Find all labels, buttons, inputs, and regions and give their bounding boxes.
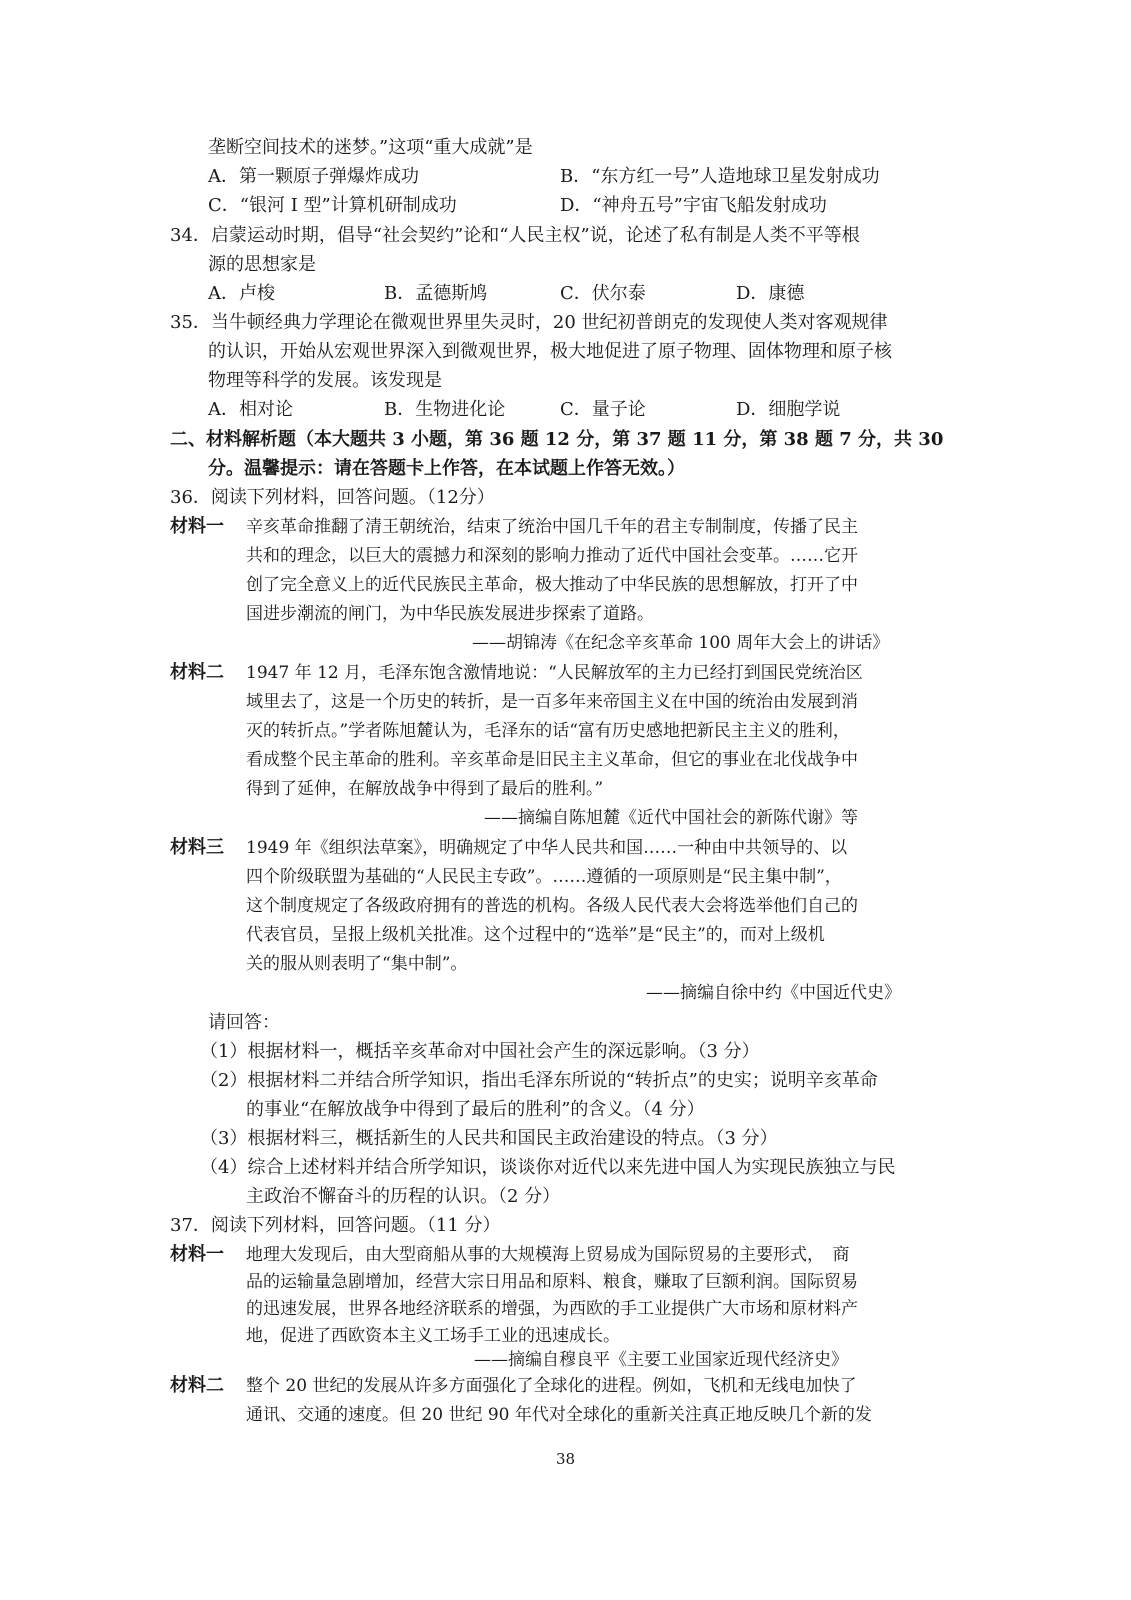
q35-option-a: A．相对论 (208, 399, 293, 420)
q36-material1-source: ——胡锦涛《在纪念辛亥革命 100 周年大会上的讲话》 (472, 633, 890, 653)
q33-option-b: B．“东方红一号”人造地球卫星发射成功 (560, 166, 880, 187)
q36-ask: 请回答： (208, 1012, 280, 1033)
q34-option-b: B．孟德斯鸠 (384, 283, 488, 304)
q36-material1-label: 材料一 (170, 516, 224, 537)
q34-stem-line2: 源的思想家是 (208, 254, 316, 275)
q35-stem-line3: 物理等科学的发展。该发现是 (208, 370, 442, 391)
q36-material1-line: 创了完全意义上的近代民族民主革命，极大推动了中华民族的思想解放，打开了中 (246, 575, 858, 595)
q36-material2-line: 看成整个民主革命的胜利。辛亥革命是旧民主主义革命，但它的事业在北伐战争中 (246, 750, 858, 770)
q36-material2-label: 材料二 (170, 662, 224, 683)
q37-title: 37．阅读下列材料，回答问题。（11 分） (170, 1215, 501, 1236)
q36-sub2-line2: 的事业“在解放战争中得到了最后的胜利”的含义。（4 分） (246, 1099, 705, 1120)
q34-stem-line1: 34．启蒙运动时期，倡导“社会契约”论和“人民主权”说，论述了私有制是人类不平等根 (170, 225, 860, 246)
q37-material1-line: 的迅速发展，世界各地经济联系的增强，为西欧的手工业提供广大市场和原材料产 (246, 1299, 858, 1319)
q36-sub4-line2: 主政治不懈奋斗的历程的认识。（2 分） (246, 1186, 561, 1207)
q36-material2-line: 得到了延伸，在解放战争中得到了最后的胜利。” (246, 779, 604, 799)
q36-sub4-line1: （4）综合上述材料并结合所学知识，谈谈你对近代以来先进中国人为实现民族独立与民 (200, 1157, 896, 1178)
q36-material3-line: 四个阶级联盟为基础的“人民民主专政”。……遵循的一项原则是“民主集中制”， (246, 867, 842, 887)
q35-option-c: C．量子论 (560, 399, 646, 420)
q37-material2-line: 整个 20 世纪的发展从许多方面强化了全球化的进程。例如，飞机和无线电加快了 (246, 1376, 857, 1396)
q36-sub2-line1: （2）根据材料二并结合所学知识，指出毛泽东所说的“转折点”的史实；说明辛亥革命 (200, 1070, 878, 1091)
q34-option-d: D．康德 (736, 283, 805, 304)
q36-material3-line: 代表官员，呈报上级机关批准。这个过程中的“选举”是“民主”的，而对上级机 (246, 925, 825, 945)
q36-title: 36．阅读下列材料，回答问题。（12分） (170, 487, 495, 508)
q36-material2-line: 1947 年 12 月，毛泽东饱含激情地说：“人民解放军的主力已经打到国民党统治区 (246, 663, 863, 683)
q34-option-a: A．卢梭 (208, 283, 275, 304)
q36-material1-line: 国进步潮流的闸门，为中华民族发展进步探索了道路。 (246, 604, 654, 624)
page-number: 38 (555, 1450, 576, 1468)
q36-sub1: （1）根据材料一，概括辛亥革命对中国社会产生的深远影响。（3 分） (200, 1041, 760, 1062)
q35-stem-line1: 35．当牛顿经典力学理论在微观世界里失灵时，20 世纪初普朗克的发现使人类对客观规律 (170, 312, 888, 333)
q37-material1-line: 品的运输量急剧增加，经营大宗日用品和原料、粮食，赚取了巨额利润。国际贸易 (246, 1272, 858, 1292)
q36-material2-line: 域里去了，这是一个历史的转折，是一百多年来帝国主义在中国的统治由发展到消 (246, 692, 858, 712)
q34-option-c: C．伏尔泰 (560, 283, 646, 304)
q37-material2-label: 材料二 (170, 1375, 224, 1396)
q36-material1-line: 辛亥革命推翻了清王朝统治，结束了统治中国几千年的君主专制制度，传播了民主 (246, 517, 858, 537)
q36-material3-source: ——摘编自徐中约《中国近代史》 (646, 983, 901, 1003)
q33-option-c: C．“银河 I 型”计算机研制成功 (208, 195, 457, 216)
q33-stem-end: 垄断空间技术的迷梦。”这项“重大成就”是 (208, 137, 533, 158)
q37-material1-line: 地理大发现后，由大型商船从事的大规模海上贸易成为国际贸易的主要形式， 商 (246, 1245, 850, 1265)
q37-material2-line: 通讯、交通的速度。但 20 世纪 90 年代对全球化的重新关注真正地反映几个新的发 (246, 1405, 872, 1425)
section2-heading-line1: 二、材料解析题（本大题共 3 小题，第 36 题 12 分，第 37 题 11 分，第 38 题 7 分，共 30 (170, 429, 944, 450)
section2-heading-line2: 分。温馨提示：请在答题卡上作答，在本试题上作答无效。） (208, 458, 685, 479)
q36-material3-line: 关的服从则表明了“集中制”。 (246, 954, 468, 974)
q33-option-d: D．“神舟五号”宇宙飞船发射成功 (560, 195, 827, 216)
q33-option-a: A．第一颗原子弹爆炸成功 (208, 166, 419, 187)
q37-material1-line: 地，促进了西欧资本主义工场手工业的迅速成长。 (246, 1326, 620, 1346)
q36-sub3: （3）根据材料三，概括新生的人民共和国民主政治建设的特点。（3 分） (200, 1128, 778, 1149)
q37-material1-label: 材料一 (170, 1244, 224, 1265)
q36-material3-line: 这个制度规定了各级政府拥有的普选的机构。各级人民代表大会将选举他们自己的 (246, 896, 858, 916)
q37-material1-source: ——摘编自穆良平《主要工业国家近现代经济史》 (474, 1350, 848, 1370)
q36-material1-line: 共和的理念，以巨大的震撼力和深刻的影响力推动了近代中国社会变革。……它开 (246, 546, 858, 566)
q36-material3-line: 1949 年《组织法草案》，明确规定了中华人民共和国……一种由中共领导的、以 (246, 838, 848, 858)
q36-material2-line: 灭的转折点。”学者陈旭麓认为，毛泽东的话“富有历史感地把新民主主义的胜利， (246, 721, 850, 741)
q36-material3-label: 材料三 (170, 837, 224, 858)
q35-option-b: B．生物进化论 (384, 399, 506, 420)
q36-material2-source: ——摘编自陈旭麓《近代中国社会的新陈代谢》等 (484, 808, 858, 828)
q35-stem-line2: 的认识，开始从宏观世界深入到微观世界，极大地促进了原子物理、固体物理和原子核 (208, 341, 892, 362)
q35-option-d: D．细胞学说 (736, 399, 841, 420)
